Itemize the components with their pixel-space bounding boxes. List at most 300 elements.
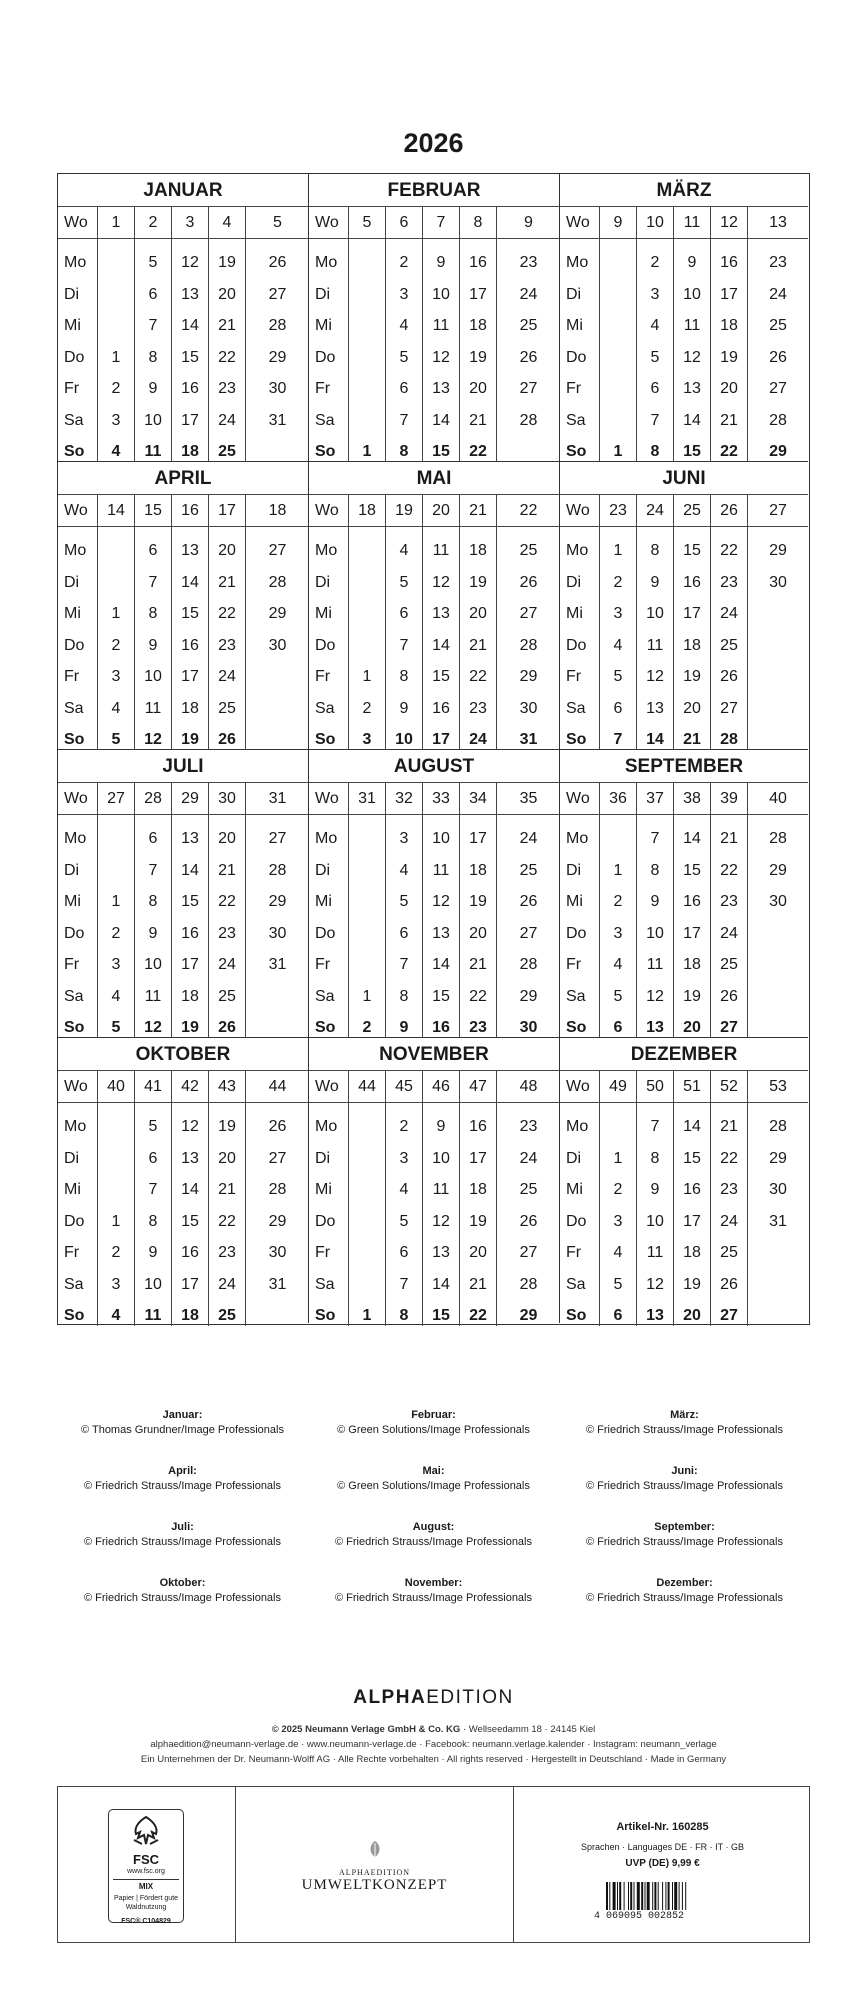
day-number: 23 — [218, 924, 236, 942]
day-label: Di — [64, 861, 80, 879]
days-area — [309, 239, 559, 462]
day-number: 8 — [650, 861, 660, 879]
day-number: 20 — [683, 1019, 701, 1036]
days-area — [560, 1103, 808, 1326]
day-number: 1 — [362, 987, 372, 1005]
day-number: 19 — [469, 348, 487, 366]
day-column — [748, 527, 808, 750]
day-number: 27 — [268, 1149, 287, 1167]
day-number: 12 — [181, 1118, 199, 1135]
day-number: 27 — [268, 542, 287, 559]
week-label: Wo — [560, 783, 600, 814]
day-number: 27 — [720, 699, 738, 717]
day-number: 1 — [613, 861, 623, 879]
day-column — [246, 527, 309, 750]
day-number: 4 — [399, 542, 409, 559]
day-label: Di — [566, 1149, 582, 1167]
day-column — [349, 815, 386, 1038]
day-number: 15 — [683, 443, 701, 460]
day-number: 2 — [362, 699, 372, 717]
day-number: 12 — [144, 731, 162, 748]
month-block — [560, 462, 808, 750]
day-number: 4 — [399, 317, 409, 334]
days-area — [58, 815, 308, 1038]
day-label-column — [58, 815, 98, 1038]
day-number: 23 — [720, 893, 738, 910]
day-column — [386, 815, 423, 1038]
credit-text: © Friedrich Strauss/Image Professionals — [83, 1592, 281, 1604]
day-column — [349, 239, 386, 462]
credit-month: August: — [412, 1521, 455, 1533]
day-number: 1 — [111, 893, 121, 910]
calendar-year: 2026 — [403, 128, 464, 158]
day-label: Sa — [566, 699, 586, 717]
day-column — [748, 239, 808, 462]
month-block — [309, 462, 560, 750]
day-number: 17 — [469, 830, 487, 847]
day-number: 9 — [148, 636, 158, 654]
day-number: 30 — [769, 573, 787, 591]
day-label-column — [560, 815, 600, 1038]
week-number: 27 — [98, 783, 135, 814]
day-label: Fr — [566, 668, 582, 685]
day-number: 23 — [519, 1118, 538, 1135]
day-label: So — [315, 1307, 336, 1324]
day-column — [386, 527, 423, 750]
week-number: 19 — [386, 495, 423, 526]
day-number: 22 — [720, 1149, 738, 1167]
day-number: 24 — [769, 285, 787, 303]
day-label: Do — [315, 636, 336, 654]
photo-credit — [308, 1408, 559, 1438]
day-label-column — [560, 239, 600, 462]
day-number: 26 — [519, 893, 538, 910]
credit-text: © Friedrich Strauss/Image Professionals — [585, 1480, 783, 1492]
day-label-column — [309, 239, 349, 462]
day-number: 18 — [181, 1307, 199, 1324]
day-label: Mi — [315, 1181, 332, 1198]
day-number: 21 — [683, 731, 701, 748]
day-number: 25 — [519, 1181, 538, 1198]
day-label: Di — [315, 573, 331, 591]
photo-credit — [559, 1576, 810, 1606]
week-row — [58, 495, 308, 527]
day-column — [711, 815, 748, 1038]
day-number: 26 — [720, 668, 738, 685]
day-column — [637, 1103, 674, 1326]
days-area — [560, 527, 808, 750]
day-number: 11 — [646, 956, 664, 973]
day-label: Fr — [566, 1244, 582, 1261]
day-label: Sa — [64, 987, 84, 1005]
day-number: 20 — [218, 542, 236, 559]
day-number: 31 — [769, 1212, 787, 1230]
day-label: Fr — [315, 380, 331, 397]
day-column — [637, 527, 674, 750]
day-number: 30 — [268, 380, 287, 397]
day-number: 27 — [720, 1307, 738, 1324]
week-number: 5 — [349, 207, 386, 238]
day-number: 28 — [268, 573, 287, 591]
day-number: 15 — [683, 542, 701, 559]
week-number: 21 — [460, 495, 497, 526]
day-label: Mi — [566, 317, 583, 334]
week-number: 50 — [637, 1071, 674, 1102]
week-number: 22 — [519, 502, 538, 519]
day-number: 13 — [181, 542, 199, 559]
week-number: 3 — [172, 207, 209, 238]
day-number: 21 — [218, 1181, 236, 1198]
day-number: 13 — [181, 1149, 199, 1167]
day-number: 31 — [268, 956, 287, 973]
day-number: 27 — [720, 1019, 738, 1036]
day-label: Fr — [315, 956, 331, 973]
week-number: 23 — [600, 495, 637, 526]
day-number: 5 — [399, 1212, 409, 1230]
day-column — [711, 1103, 748, 1326]
day-number: 8 — [148, 893, 158, 910]
day-number: 14 — [432, 956, 450, 973]
day-number: 28 — [519, 411, 538, 429]
day-number: 8 — [650, 542, 660, 559]
day-number: 29 — [519, 1307, 538, 1324]
day-number: 10 — [432, 285, 450, 303]
day-number: 30 — [268, 1244, 287, 1261]
day-number: 2 — [613, 573, 623, 591]
day-column — [349, 1103, 386, 1326]
day-number: 17 — [720, 285, 738, 303]
day-number: 16 — [432, 699, 450, 717]
day-label: Di — [315, 285, 331, 303]
day-number: 21 — [218, 861, 236, 879]
day-number: 28 — [720, 731, 738, 748]
day-number: 26 — [218, 1019, 236, 1036]
day-number: 1 — [362, 443, 372, 460]
month-block — [560, 750, 808, 1038]
credit-text: © Friedrich Strauss/Image Professionals — [585, 1536, 783, 1548]
day-number: 6 — [613, 1307, 623, 1324]
day-number: 6 — [613, 699, 623, 717]
week-label: Wo — [309, 783, 349, 814]
photo-credit — [559, 1464, 810, 1494]
day-number: 4 — [111, 443, 121, 460]
month-block — [58, 174, 309, 462]
day-number: 29 — [769, 443, 787, 460]
day-number: 5 — [650, 348, 660, 366]
day-label-column — [309, 1103, 349, 1326]
day-number: 17 — [181, 956, 199, 973]
photo-credit — [308, 1520, 559, 1550]
photo-credit — [559, 1408, 810, 1438]
day-number: 20 — [218, 1149, 236, 1167]
day-number: 13 — [181, 830, 199, 847]
day-number: 14 — [181, 861, 199, 879]
day-number: 5 — [613, 1275, 623, 1293]
day-number: 28 — [769, 830, 787, 847]
day-number: 3 — [111, 956, 121, 973]
week-number: 38 — [674, 783, 711, 814]
day-number: 18 — [181, 699, 199, 717]
week-number: 27 — [769, 502, 787, 519]
day-number: 18 — [683, 1244, 701, 1261]
day-number: 10 — [646, 1212, 664, 1230]
day-label: So — [64, 1019, 85, 1036]
day-number: 9 — [148, 924, 158, 942]
day-column — [135, 1103, 172, 1326]
day-number: 11 — [646, 636, 664, 654]
day-number: 27 — [769, 380, 787, 397]
day-number: 13 — [646, 699, 664, 717]
week-number: 31 — [349, 783, 386, 814]
day-number: 9 — [650, 1181, 660, 1198]
day-number: 1 — [613, 1149, 623, 1167]
day-number: 22 — [218, 605, 236, 622]
day-number: 14 — [432, 1275, 450, 1293]
day-number: 28 — [268, 317, 287, 334]
day-label-column — [58, 527, 98, 750]
day-number: 6 — [613, 1019, 623, 1036]
day-label: Mo — [566, 254, 589, 271]
day-label: Di — [566, 285, 582, 303]
day-number: 24 — [720, 1212, 738, 1230]
fsc-url: www.fsc.org — [127, 1868, 165, 1875]
day-number: 16 — [181, 924, 199, 942]
month-block — [560, 1038, 808, 1323]
day-number: 1 — [111, 348, 121, 366]
week-label: Wo — [58, 207, 98, 238]
day-number: 9 — [650, 573, 660, 591]
day-number: 3 — [613, 924, 623, 942]
month-name: JANUAR — [58, 174, 308, 207]
day-number: 7 — [399, 1275, 409, 1293]
day-number: 23 — [519, 254, 538, 271]
day-number: 25 — [720, 1244, 738, 1261]
fsc-mix: MIX — [138, 1882, 154, 1891]
month-name: APRIL — [58, 462, 308, 495]
publisher-line-3: Ein Unternehmen der Dr. Neumann-Wolff AG · Alle Rechte vorbehalten · All rights reserved · Hergestellt in Deutschland · Made in Germany — [140, 1754, 727, 1765]
day-label: Mo — [566, 830, 589, 847]
day-number: 25 — [218, 987, 236, 1005]
day-number: 20 — [218, 285, 236, 303]
week-number: 34 — [460, 783, 497, 814]
calendar-grid — [57, 173, 810, 1325]
day-number: 12 — [432, 893, 450, 910]
day-number: 8 — [399, 987, 409, 1005]
week-label: Wo — [309, 207, 349, 238]
credit-month: Februar: — [411, 1409, 456, 1421]
day-number: 5 — [111, 1019, 121, 1036]
day-label: Mi — [315, 605, 332, 622]
day-label: Mo — [64, 1118, 87, 1135]
credit-month: November: — [404, 1577, 463, 1589]
day-number: 14 — [683, 1118, 701, 1135]
week-label: Wo — [560, 207, 600, 238]
day-number: 6 — [399, 605, 409, 622]
day-number: 13 — [181, 285, 199, 303]
day-number: 22 — [218, 348, 236, 366]
week-number: 12 — [711, 207, 748, 238]
day-number: 7 — [399, 411, 409, 429]
day-number: 8 — [650, 1149, 660, 1167]
photo-credit — [559, 1520, 810, 1550]
week-row — [560, 207, 808, 239]
day-number: 19 — [181, 731, 199, 748]
day-column — [209, 815, 246, 1038]
day-label: Sa — [64, 1275, 84, 1293]
day-label: Mi — [64, 317, 81, 334]
day-number: 4 — [111, 699, 121, 717]
brand-edition: EDITION — [426, 1687, 514, 1708]
day-number: 16 — [683, 573, 701, 591]
day-number: 26 — [720, 987, 738, 1005]
day-number: 30 — [268, 924, 287, 942]
day-label: So — [315, 731, 336, 748]
day-number: 22 — [720, 542, 738, 559]
day-number: 7 — [399, 956, 409, 973]
day-number: 10 — [395, 731, 413, 748]
publisher-line-2: alphaedition@neumann-verlage.de · www.neumann-verlage.de · Facebook: neumann.verlage.kalender · Instagram: neumann_verlage — [150, 1739, 717, 1750]
day-number: 18 — [720, 317, 738, 334]
day-number: 16 — [181, 636, 199, 654]
month-name: SEPTEMBER — [560, 750, 808, 783]
day-column — [172, 815, 209, 1038]
day-number: 10 — [432, 1149, 450, 1167]
day-number: 10 — [144, 411, 162, 429]
day-number: 9 — [399, 699, 409, 717]
day-number: 30 — [268, 636, 287, 654]
day-column — [711, 527, 748, 750]
day-number: 22 — [469, 668, 487, 685]
day-number: 16 — [181, 380, 199, 397]
month-block — [309, 1038, 560, 1323]
day-number: 22 — [469, 987, 487, 1005]
day-number: 19 — [469, 1212, 487, 1230]
day-number: 5 — [613, 987, 623, 1005]
week-number: 9 — [600, 207, 637, 238]
day-number: 14 — [683, 411, 701, 429]
day-number: 4 — [613, 1244, 623, 1261]
day-number: 3 — [111, 1275, 121, 1293]
week-number: 6 — [386, 207, 423, 238]
day-number: 15 — [432, 987, 450, 1005]
credit-text: © Friedrich Strauss/Image Professionals — [334, 1592, 532, 1604]
day-number: 18 — [683, 636, 701, 654]
month-name: AUGUST — [309, 750, 559, 783]
day-number: 22 — [720, 443, 738, 460]
day-number: 19 — [683, 668, 701, 685]
leaf-icon — [364, 1839, 386, 1859]
day-column — [600, 815, 637, 1038]
week-number: 1 — [98, 207, 135, 238]
day-number: 13 — [432, 605, 450, 622]
month-name: DEZEMBER — [560, 1038, 808, 1071]
day-label: Sa — [566, 987, 586, 1005]
day-number: 17 — [432, 731, 450, 748]
day-number: 15 — [181, 605, 199, 622]
days-area — [58, 1103, 308, 1326]
day-number: 7 — [148, 317, 158, 334]
month-name: JUNI — [560, 462, 808, 495]
day-label: Do — [64, 348, 85, 366]
day-number: 21 — [218, 573, 236, 591]
photo-credit — [57, 1520, 308, 1550]
week-number: 40 — [98, 1071, 135, 1102]
week-number: 26 — [711, 495, 748, 526]
week-number: 52 — [711, 1071, 748, 1102]
day-label-column — [309, 527, 349, 750]
day-label: Di — [315, 1149, 331, 1167]
day-label-column — [560, 527, 600, 750]
barcode-number: 4 069095 002852 — [594, 1911, 685, 1922]
day-column — [135, 815, 172, 1038]
day-number: 15 — [181, 348, 199, 366]
day-number: 3 — [111, 668, 121, 685]
week-number: 48 — [519, 1078, 538, 1095]
day-number: 2 — [111, 1244, 121, 1261]
day-column — [460, 239, 497, 462]
day-number: 26 — [519, 348, 538, 366]
week-row — [58, 207, 308, 239]
day-number: 5 — [148, 254, 158, 271]
day-label: Sa — [566, 1275, 586, 1293]
fsc-description: Papier | Fördert gute Waldnutzung — [113, 1895, 179, 1911]
day-number: 29 — [769, 1149, 787, 1167]
day-number: 13 — [646, 1019, 664, 1036]
day-number: 2 — [362, 1019, 372, 1036]
day-number: 2 — [650, 254, 660, 271]
day-label: Do — [64, 924, 85, 942]
day-number: 22 — [218, 893, 236, 910]
day-column — [246, 1103, 309, 1326]
week-number: 18 — [268, 502, 287, 519]
day-number: 15 — [432, 443, 450, 460]
week-number: 13 — [769, 214, 787, 231]
days-area — [58, 527, 308, 750]
credit-text: © Green Solutions/Image Professionals — [337, 1480, 530, 1492]
day-number: 29 — [268, 348, 287, 366]
credit-text: © Friedrich Strauss/Image Professionals — [585, 1424, 783, 1436]
day-number: 17 — [683, 1212, 701, 1230]
day-label: Mo — [64, 830, 87, 847]
umwelt-small-text: ALPHAEDITION — [338, 1868, 411, 1877]
day-number: 21 — [469, 411, 487, 429]
day-column — [460, 815, 497, 1038]
week-number: 43 — [209, 1071, 246, 1102]
day-number: 18 — [469, 542, 487, 559]
day-number: 15 — [432, 668, 450, 685]
day-column — [497, 1103, 560, 1326]
day-number: 15 — [683, 1149, 701, 1167]
week-number: 29 — [172, 783, 209, 814]
photo-credit — [57, 1464, 308, 1494]
day-number: 21 — [720, 830, 738, 847]
day-label: Fr — [64, 668, 80, 685]
week-label: Wo — [58, 1071, 98, 1102]
day-column — [423, 815, 460, 1038]
day-number: 22 — [469, 443, 487, 460]
day-number: 14 — [646, 731, 664, 748]
day-number: 21 — [469, 956, 487, 973]
day-number: 11 — [432, 542, 450, 559]
day-number: 11 — [432, 861, 450, 879]
day-number: 21 — [720, 411, 738, 429]
credit-month: März: — [670, 1409, 699, 1421]
day-label: Mi — [64, 893, 81, 910]
day-label: Sa — [315, 987, 335, 1005]
day-number: 22 — [218, 1212, 236, 1230]
week-row — [309, 783, 559, 815]
day-number: 13 — [432, 1244, 450, 1261]
